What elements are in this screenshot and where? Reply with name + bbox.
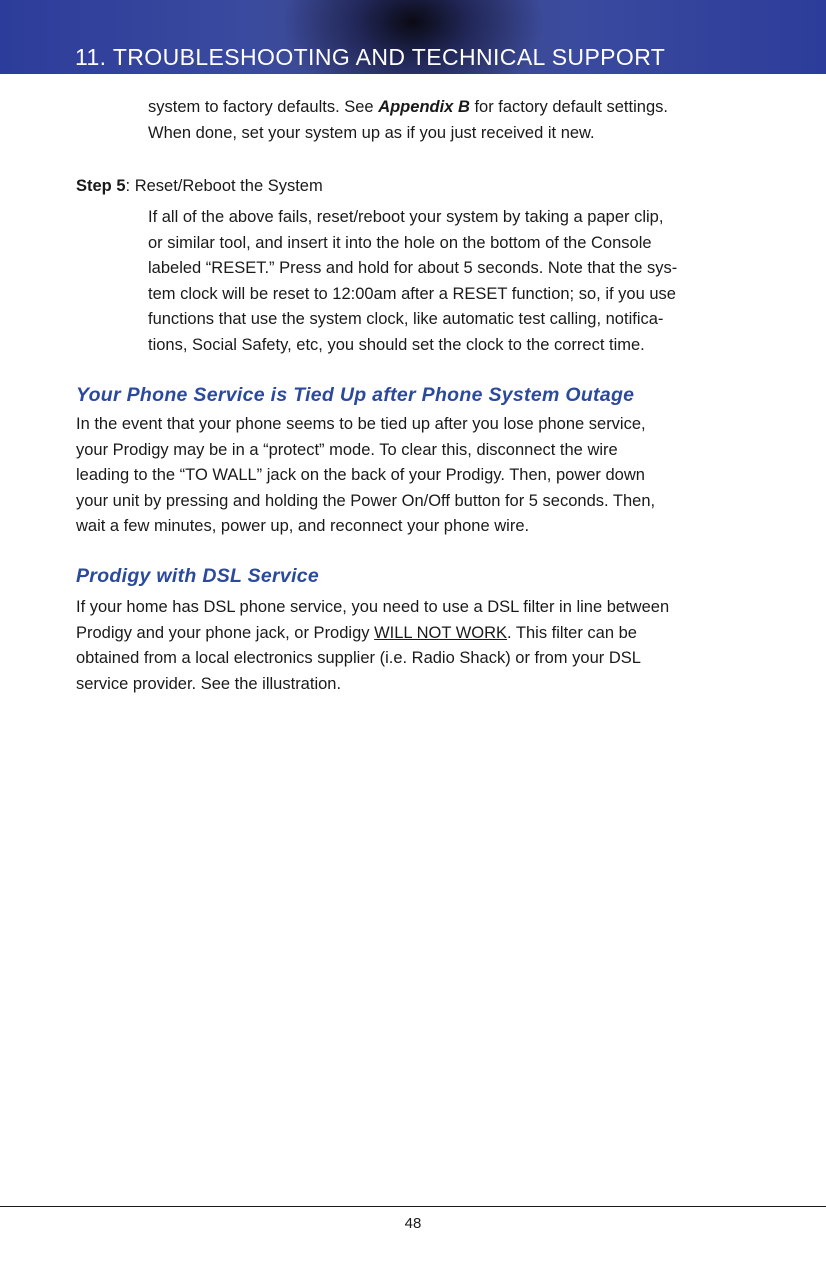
paragraph-line: or similar tool, and insert it into the hole on the bottom of the Console: [148, 233, 652, 252]
paragraph-line: wait a few minutes, power up, and reconnect your phone wire.: [76, 517, 530, 535]
page-header-banner: [0, 0, 826, 74]
phone-tied-up-paragraph: [76, 412, 776, 540]
section-heading-dsl-service: Prodigy with DSL Service: [76, 565, 320, 587]
will-not-work-emphasis: WILL NOT WORK: [374, 623, 508, 642]
paragraph-line: labeled “RESET.” Press and hold for about 5 seconds. Note that the sys-: [148, 259, 678, 277]
section-heading-phone-tied-up: Your Phone Service is Tied Up after Phone System Outage: [76, 384, 635, 406]
paragraph-line: tions, Social Safety, etc, you should set the clock to the correct time.: [148, 335, 645, 354]
paragraph-line: service provider. See the illustration.: [76, 674, 342, 693]
paragraph-line: your Prodigy may be in a “protect” mode. To clear this, disconnect the wire: [76, 440, 618, 459]
dsl-text-end: . This filter can be: [507, 623, 637, 642]
paragraph-line: leading to the “TO WALL” jack on the back of your Prodigy. Then, power down: [76, 466, 645, 484]
step5-paragraph: [148, 205, 788, 358]
step5-label: Step 5: [76, 177, 126, 195]
footer-divider: [0, 1206, 826, 1207]
paragraph-line: In the event that your phone seems to be tied up after you lose phone service,: [76, 415, 646, 433]
paragraph-line: [76, 621, 776, 647]
step5-heading: [76, 174, 323, 200]
chapter-title: 11. TROUBLESHOOTING AND TECHNICAL SUPPORT: [75, 44, 666, 70]
paragraph-line: your unit by pressing and holding the Power On/Off button for 5 seconds. Then,: [76, 491, 656, 510]
step5-title: : Reset/Reboot the System: [125, 177, 323, 195]
paragraph-line: obtained from a local electronics supplier (i.e. Radio Shack) or from your DSL: [76, 649, 641, 667]
intro-line-1: [148, 95, 788, 121]
intro-text-end: for factory default settings.: [469, 98, 668, 116]
dsl-text: Prodigy and your phone jack, or Prodigy: [76, 623, 375, 642]
paragraph-line: If all of the above fails, reset/reboot your system by taking a paper clip,: [148, 208, 664, 226]
paragraph-line: functions that use the system clock, like automatic test calling, notifica-: [148, 310, 664, 328]
intro-text: system to factory defaults. See: [148, 98, 379, 116]
paragraph-line: tem clock will be reset to 12:00am after a RESET function; so, if you use: [148, 284, 676, 303]
intro-paragraph: [148, 95, 788, 146]
appendix-b-reference: Appendix B: [378, 98, 470, 116]
page-number: 48: [404, 1215, 422, 1232]
intro-line-2: When done, set your system up as if you just received it new.: [148, 123, 595, 142]
paragraph-line: If your home has DSL phone service, you need to use a DSL filter in line between: [76, 598, 670, 616]
dsl-paragraph: [76, 595, 776, 697]
